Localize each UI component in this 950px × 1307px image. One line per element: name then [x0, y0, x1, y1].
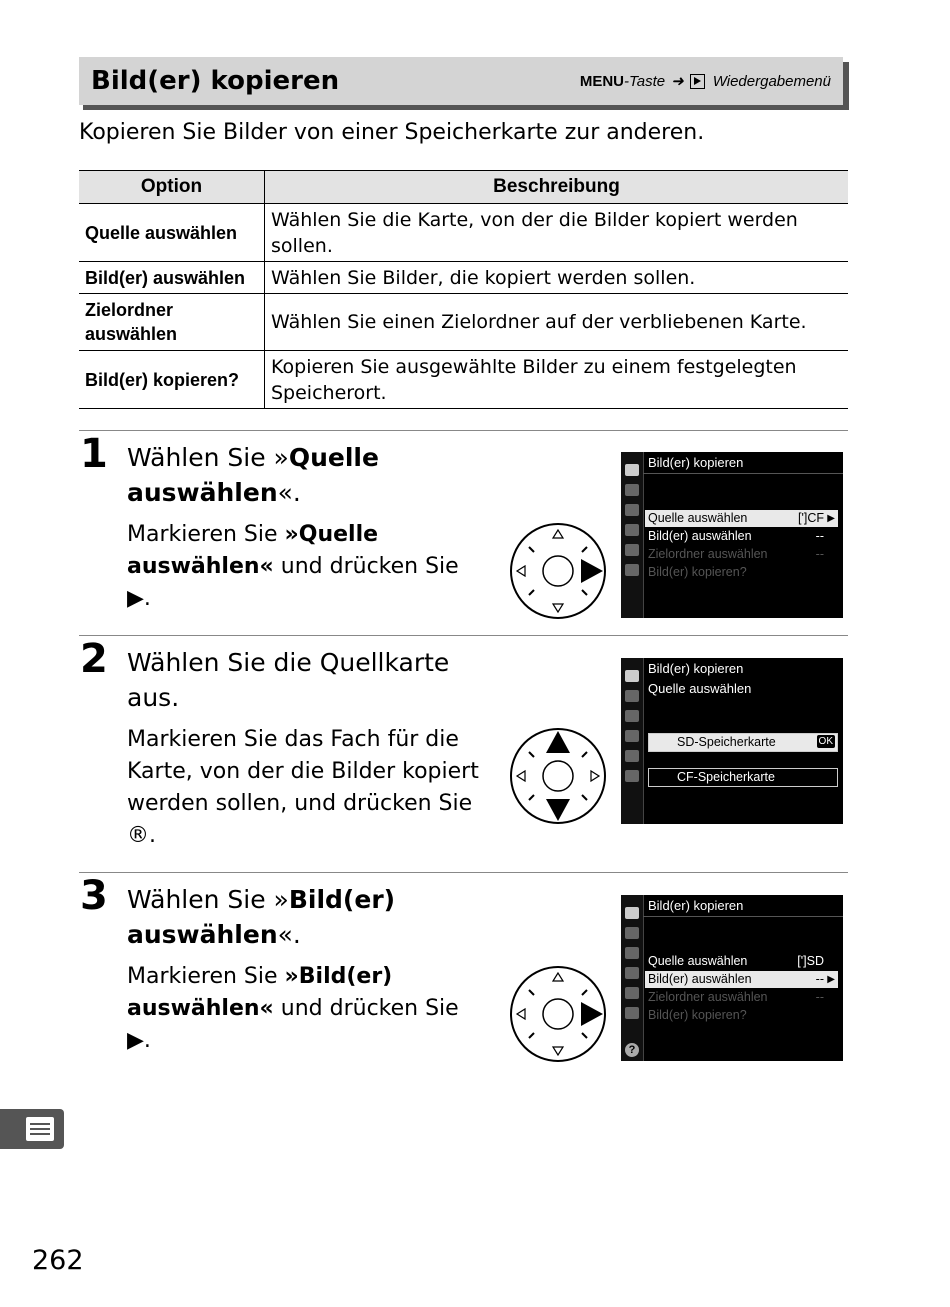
my-menu-tab-icon: [625, 1007, 639, 1019]
step-divider: [79, 430, 848, 431]
option-cell: Bild(er) auswählen: [79, 262, 265, 294]
option-label: CF-Speicherkarte: [677, 770, 775, 784]
menu-row-kopieren: [645, 1007, 838, 1024]
wrench-tab-icon: [625, 524, 639, 536]
menu-path: [580, 72, 831, 90]
row-value: --: [815, 529, 824, 543]
row-value: --: [815, 972, 824, 986]
step-title-text: «.: [277, 920, 301, 949]
camera-screen-3: [621, 895, 843, 1061]
multi-selector-icon: [509, 522, 607, 620]
playback-icon: [690, 74, 705, 89]
row-value: [']SD: [797, 954, 824, 968]
multi-selector-icon: [509, 727, 607, 825]
screen-title: Bild(er) kopieren: [648, 661, 744, 676]
section-title: Bild(er) kopieren: [91, 66, 340, 96]
row-label: Quelle auswählen: [648, 511, 748, 525]
table-row: [79, 262, 848, 294]
menu-key-label: MENU: [579, 72, 624, 90]
playback-menu-tab: [0, 1109, 64, 1149]
pencil-tab-icon: [625, 947, 639, 959]
step-title-bold: Quelle auswählen: [127, 443, 379, 507]
option-cf-card[interactable]: [648, 768, 838, 787]
step-number: 3: [80, 873, 108, 919]
multi-selector-icon: [509, 965, 607, 1063]
table-row: [79, 351, 848, 409]
playback-tab-icon: [625, 670, 639, 682]
option-cell: Bild(er) kopieren?: [79, 351, 265, 409]
row-value: --: [815, 547, 824, 561]
menu-row-quelle[interactable]: [645, 953, 838, 970]
step-title: Wählen Sie die Quellkarte aus.: [127, 648, 450, 712]
option-label: SD-Speicherkarte: [677, 735, 776, 749]
description-cell: Kopieren Sie ausgewählte Bilder zu einem festgelegten Speicherort.: [265, 351, 849, 409]
option-sd-card[interactable]: [648, 733, 838, 752]
step-body: [127, 961, 487, 1057]
camera-tab-icon: [625, 690, 639, 702]
ok-button-icon: ®: [127, 823, 149, 848]
arrow-icon: ➜: [671, 73, 684, 90]
retouch-tab-icon: [625, 544, 639, 556]
table-row: [79, 204, 848, 262]
page-number: 262: [32, 1245, 84, 1276]
camera-tab-icon: [625, 927, 639, 939]
row-label: Zielordner auswählen: [648, 547, 768, 561]
screen-title: Bild(er) kopieren: [648, 455, 744, 470]
pencil-tab-icon: [625, 710, 639, 722]
my-menu-tab-icon: [625, 564, 639, 576]
help-icon: ?: [625, 1043, 639, 1057]
row-label: Bild(er) kopieren?: [648, 1008, 747, 1022]
step-body-text: und drücken Sie ▶.: [127, 554, 459, 611]
menu-sidebar: [621, 658, 644, 824]
step-title: [127, 882, 457, 952]
options-table: [79, 170, 848, 409]
step-body: [127, 724, 487, 852]
screen-title: Bild(er) kopieren: [648, 898, 744, 913]
playback-menu-tab-icon: [26, 1117, 54, 1141]
step-body-bold: »Quelle auswählen«: [127, 522, 379, 579]
menu-row-zielordner: [645, 546, 838, 563]
step-body-text: .: [149, 823, 156, 848]
menu-row-kopieren: [645, 564, 838, 581]
menu-row-quelle[interactable]: [645, 510, 838, 527]
step-title-text: «.: [277, 478, 301, 507]
wrench-tab-icon: [625, 967, 639, 979]
menu-name: Wiedergabemenü: [712, 72, 831, 90]
table-header-row: [79, 171, 848, 204]
row-label: Quelle auswählen: [648, 954, 748, 968]
camera-tab-icon: [625, 484, 639, 496]
row-label: Bild(er) auswählen: [648, 529, 752, 543]
menu-sidebar: [621, 895, 644, 1061]
description-cell: Wählen Sie einen Zielordner auf der verbliebenen Karte.: [265, 294, 849, 351]
section-header: [79, 57, 843, 105]
playback-tab-icon: [625, 907, 639, 919]
description-cell: Wählen Sie die Karte, von der die Bilder kopiert werden sollen.: [265, 204, 849, 262]
step-body-text: und drücken Sie ▶.: [127, 996, 459, 1053]
row-value: --: [815, 990, 824, 1004]
step-body-text: Markieren Sie: [127, 522, 285, 547]
col-header-option: Option: [79, 171, 265, 204]
row-label: Bild(er) kopieren?: [648, 565, 747, 579]
arrow-right-icon: ▶: [827, 974, 835, 985]
title-divider: [643, 916, 843, 917]
menu-row-bilder[interactable]: [645, 528, 838, 545]
title-divider: [643, 473, 843, 474]
option-cell: Zielordner auswählen: [79, 294, 265, 351]
menu-key-suffix: -Taste: [624, 72, 666, 90]
row-label: Zielordner auswählen: [648, 990, 768, 1004]
step-title: [127, 440, 457, 510]
pencil-tab-icon: [625, 504, 639, 516]
step-body-text: Markieren Sie: [127, 964, 285, 989]
intro-text: Kopieren Sie Bilder von einer Speicherkarte zur anderen.: [79, 120, 705, 145]
step-title-text: Wählen Sie »: [127, 443, 289, 472]
menu-row-zielordner: [645, 989, 838, 1006]
arrow-right-icon: ▶: [827, 513, 835, 524]
col-header-description: Beschreibung: [265, 171, 849, 204]
step-body-text: Markieren Sie das Fach für die Karte, von der die Bilder kopiert werden sollen, und drücken Sie: [127, 727, 479, 816]
camera-screen-1: [621, 452, 843, 618]
step-number: 1: [80, 431, 108, 477]
my-menu-tab-icon: [625, 770, 639, 782]
screen-subtitle: Quelle auswählen: [648, 681, 752, 696]
step-body-bold: »Bild(er) auswählen«: [127, 964, 393, 1021]
menu-sidebar: [621, 452, 644, 618]
step-divider: [79, 635, 848, 636]
step-body: [127, 519, 487, 615]
menu-row-bilder[interactable]: [645, 971, 838, 988]
step-divider: [79, 872, 848, 873]
option-cell: Quelle auswählen: [79, 204, 265, 262]
playback-tab-icon: [625, 464, 639, 476]
retouch-tab-icon: [625, 750, 639, 762]
retouch-tab-icon: [625, 987, 639, 999]
description-cell: Wählen Sie Bilder, die kopiert werden sollen.: [265, 262, 849, 294]
wrench-tab-icon: [625, 730, 639, 742]
row-label: Bild(er) auswählen: [648, 972, 752, 986]
step-title-text: Wählen Sie »: [127, 885, 289, 914]
step-title-bold: Bild(er) auswählen: [127, 885, 396, 949]
camera-screen-2: [621, 658, 843, 824]
step-number: 2: [80, 636, 108, 682]
row-value: [']CF: [798, 511, 824, 525]
ok-badge-icon: OK: [818, 736, 833, 747]
table-row: [79, 294, 848, 351]
